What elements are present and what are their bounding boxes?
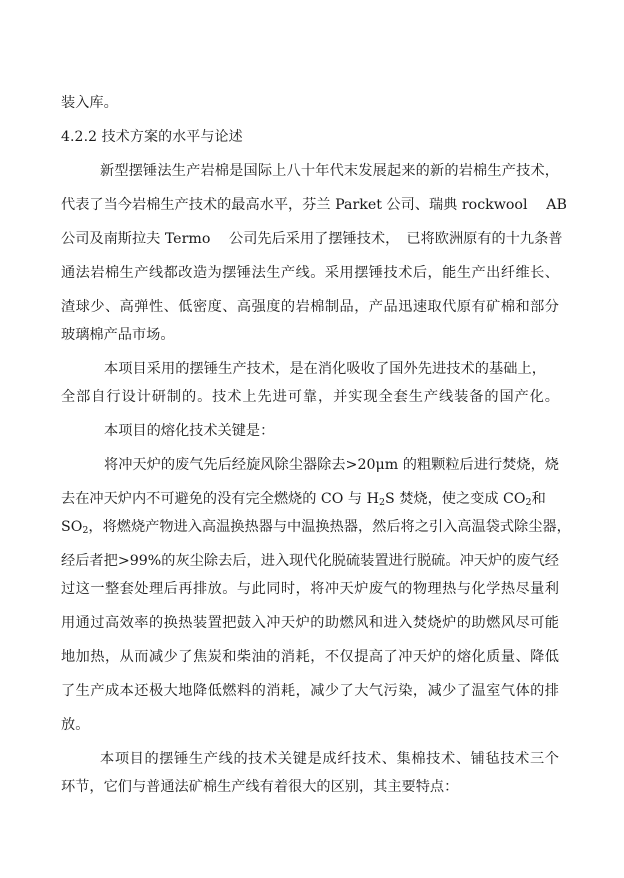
paragraph-line: 本项目采用的摆锤生产技术，是在消化吸收了国外先进技术的基础上， bbox=[104, 361, 546, 377]
paragraph-line: 了生产成本还极大地降低燃料的消耗，减少了大气污染，减少了温室气体的排 bbox=[61, 683, 559, 699]
paragraph-line: 新型摆锤法生产岩棉是国际上八十年代末发展起来的新的岩棉生产技术， bbox=[100, 163, 559, 179]
paragraph-line: 地加热，从而减少了焦炭和柴油的消耗，不仅提高了冲天炉的熔化质量、降低 bbox=[61, 649, 559, 665]
paragraph-line: 经后者把>99%的灰尘除去后，进入现代化脱硫装置进行脱硫。冲天炉的废气经 bbox=[61, 553, 559, 569]
text-run: SO bbox=[61, 519, 83, 535]
paragraph-line: 通法岩棉生产线都改造为摆锤法生产线。采用摆锤技术后，能生产出纤维长、 bbox=[61, 265, 559, 281]
paragraph-line: 本项目的熔化技术关键是： bbox=[104, 423, 275, 439]
paragraph-line: 全部自行设计研制的。技术上先进可靠，并实现全套生产线装备的国产化。 bbox=[61, 389, 559, 405]
paragraph-line bbox=[61, 489, 546, 509]
paragraph-line: 渣球少、高弹性、低密度、高强度的岩棉制品，产品迅速取代原有矿棉和部分 bbox=[61, 299, 559, 315]
text-line: 装入库。 bbox=[61, 95, 118, 111]
text-run: 去在冲天炉内不可避免的没有完全燃烧的 CO 与 H bbox=[61, 491, 379, 507]
paragraph-line: 公司及南斯拉夫 Termo 公司先后采用了摆锤技术， 已将欧洲原有的十九条普 bbox=[61, 231, 563, 247]
paragraph-line: 本项目的摆锤生产线的技术关键是成纤技术、集棉技术、铺毡技术三个 bbox=[100, 751, 559, 767]
paragraph-line: 将冲天炉的废气先后经旋风除尘器除去>20μm 的粗颗粒后进行焚烧，烧 bbox=[104, 457, 559, 473]
text-run: S 焚烧，使之变成 CO bbox=[385, 491, 526, 507]
text-run: ，将燃烧产物进入高温换热器与中温换热器，然后将之引入高温袋式除尘器， bbox=[88, 519, 571, 535]
paragraph-line bbox=[61, 517, 571, 537]
paragraph-line: 玻璃棉产品市场。 bbox=[61, 327, 175, 343]
subscript: 2 bbox=[525, 497, 532, 508]
text-run: 和 bbox=[531, 491, 546, 507]
paragraph-line: 放。 bbox=[61, 717, 90, 733]
paragraph-line: 用通过高效率的换热装置把鼓入冲天炉的助燃风和进入焚烧炉的助燃风尽可能 bbox=[61, 615, 559, 631]
subscript: 2 bbox=[378, 497, 385, 508]
subscript: 2 bbox=[82, 525, 89, 536]
paragraph-line: 代表了当今岩棉生产技术的最高水平，芬兰 Parket 公司、瑞典 rockwool AB bbox=[61, 197, 567, 213]
paragraph-line: 环节，它们与普通法矿棉生产线有着很大的区别，其主要特点： bbox=[61, 779, 459, 795]
section-heading: 4.2.2 技术方案的水平与论述 bbox=[61, 129, 243, 145]
paragraph-line: 过这一整套处理后再排放。与此同时，将冲天炉废气的物理热与化学热尽量利 bbox=[61, 581, 559, 597]
